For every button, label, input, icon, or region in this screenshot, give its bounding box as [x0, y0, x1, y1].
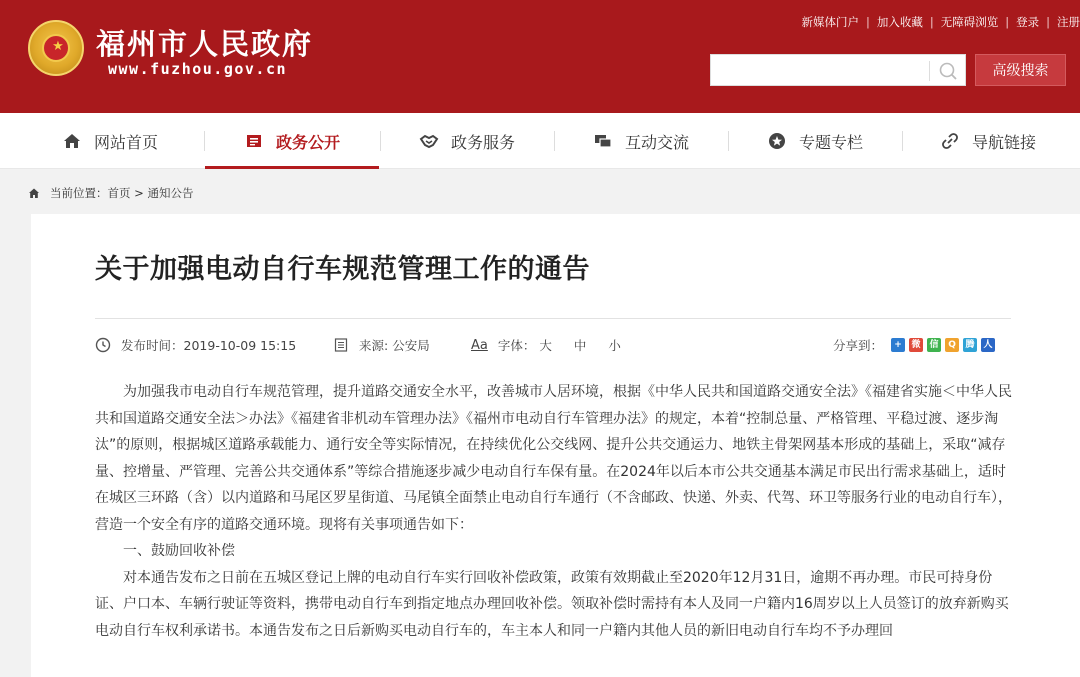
- font-size-medium[interactable]: 中: [573, 338, 587, 353]
- weibo-icon[interactable]: 微: [909, 338, 923, 352]
- font-size-large[interactable]: 大: [539, 338, 552, 353]
- share-icons: [887, 338, 995, 352]
- breadcrumb-current[interactable]: 通知公告: [147, 186, 194, 200]
- main-nav: [0, 113, 1080, 169]
- top-link-favorite[interactable]: 加入收藏: [876, 15, 923, 29]
- breadcrumb-home[interactable]: 首页: [107, 186, 131, 200]
- nav-item-interaction[interactable]: [555, 113, 727, 169]
- publish-label: 发布时间：: [121, 338, 184, 353]
- top-link-new-media[interactable]: 新媒体门户: [801, 15, 859, 29]
- tencent-weibo-icon[interactable]: 腾: [963, 338, 977, 352]
- font-size-small[interactable]: 小: [608, 338, 621, 353]
- nav-item-special-topics[interactable]: [729, 113, 901, 169]
- nav-label: 政务公开: [275, 132, 340, 152]
- source: [333, 336, 430, 354]
- breadcrumb: [28, 185, 193, 201]
- advanced-search-button[interactable]: 高级搜索: [975, 54, 1066, 86]
- nav-label: 互动交流: [624, 132, 689, 152]
- search-divider: [929, 61, 930, 81]
- document-icon: [333, 337, 349, 353]
- search-input[interactable]: [711, 55, 929, 85]
- nav-item-nav-links[interactable]: [903, 113, 1073, 169]
- site-header: [0, 0, 1080, 113]
- top-link-login[interactable]: 登录: [1016, 15, 1040, 29]
- source-label: 来源:: [359, 338, 393, 353]
- list-icon: [244, 131, 264, 151]
- wechat-icon[interactable]: 信: [927, 338, 941, 352]
- publish-time: [95, 336, 296, 354]
- nav-item-home[interactable]: [30, 113, 190, 169]
- share-more-icon[interactable]: +: [891, 338, 905, 352]
- nav-label: 专题专栏: [798, 132, 863, 152]
- font-label: 字体：: [497, 338, 536, 353]
- article-container: [31, 214, 1080, 677]
- site-name[interactable]: 福州市人民政府: [96, 27, 314, 61]
- search-icon[interactable]: [935, 59, 961, 83]
- top-link-register[interactable]: 注册: [1057, 15, 1080, 29]
- share-bar: [833, 336, 995, 354]
- share-label: 分享到：: [833, 338, 884, 353]
- nav-label: 导航链接: [971, 132, 1036, 152]
- source-value: 公安局: [392, 338, 430, 353]
- article-paragraph: 对本通告发布之日前在五城区登记上牌的电动自行车实行回收补偿政策，政策有效期截止至2020年12月31日，逾期不再办理。市民可持身份证、户口本、车辆行驶证等资料，携带电动自行车到指定地点办理回收补偿。领取补偿时需持有本人及同一户籍内16周岁以上人员签订的放弃新购买电动自行车权利承诺书。本通告发布之日后新购买电动自行车的，车主本人和同一户籍内其他人员的新旧电动自行车均不予办理回: [95, 569, 1009, 639]
- renren-icon[interactable]: 人: [981, 338, 995, 352]
- breadcrumb-prefix: 当前位置：: [50, 186, 108, 200]
- home-icon: [28, 187, 40, 199]
- top-links: 新媒体门户 | 加入收藏 | 无障碍浏览 | 登录 | 注册: [801, 15, 1080, 29]
- publish-value: 2019-10-09 15:15: [183, 337, 297, 353]
- home-icon: [62, 131, 82, 151]
- nav-label: 网站首页: [93, 132, 158, 152]
- nav-item-gov-affairs[interactable]: [205, 113, 379, 169]
- clock-icon: [95, 337, 111, 353]
- nav-label: 政务服务: [450, 132, 515, 152]
- star-icon: [767, 131, 787, 151]
- link-icon: [940, 131, 960, 151]
- nav-item-gov-services[interactable]: [381, 113, 553, 169]
- chat-icon: [593, 131, 613, 151]
- handshake-icon: [419, 131, 439, 151]
- article-body: [95, 379, 1013, 644]
- qzone-icon[interactable]: Q: [945, 338, 959, 352]
- font-size-icon: Aa: [471, 337, 488, 353]
- article-section-heading: 一、鼓励回收补偿: [123, 543, 235, 559]
- article-meta: [95, 318, 1011, 368]
- top-link-accessibility[interactable]: 无障碍浏览: [940, 15, 999, 29]
- article-title: 关于加强电动自行车规范管理工作的通告: [95, 254, 590, 285]
- site-url: www.fuzhou.gov.cn: [108, 60, 288, 78]
- national-emblem-logo[interactable]: ★: [28, 20, 84, 76]
- breadcrumb-separator: >: [130, 186, 148, 200]
- search-box: [710, 54, 966, 86]
- article-paragraph: 为加强我市电动自行车规范管理，提升道路交通安全水平，改善城市人居环境，根据《中华人民共和国道路交通安全法》《福建省实施＜中华人民共和国道路交通安全法＞办法》《福建省非机动车管理办法》《福州市电动自行车管理办法》的规定，本着“控制总量、严格管理、平稳过渡、逐步淘汰”的原则，根据城区道路承载能力、通行安全等实际情况，在持续优化公交线网、提升公共交通运力、地铁主骨架网基本形成的基础上，采取“减存量、控增量、严管理、完善公共交通体系”等综合措施逐步减少电动自行车保有量。在2024年以后本市公共交通基本满足市民出行需求基础上，适时在城区三环路（含）以内道路和马尾区罗星街道、马尾镇全面禁止电动自行车通行（不含邮政、快递、外卖、代驾、环卫等服务行业的电动自行车），营造一个安全有序的道路交通环境。现将有关事项通告如下：: [95, 384, 1012, 533]
- font-size-options: [535, 336, 621, 354]
- font-size-switcher: [471, 336, 621, 354]
